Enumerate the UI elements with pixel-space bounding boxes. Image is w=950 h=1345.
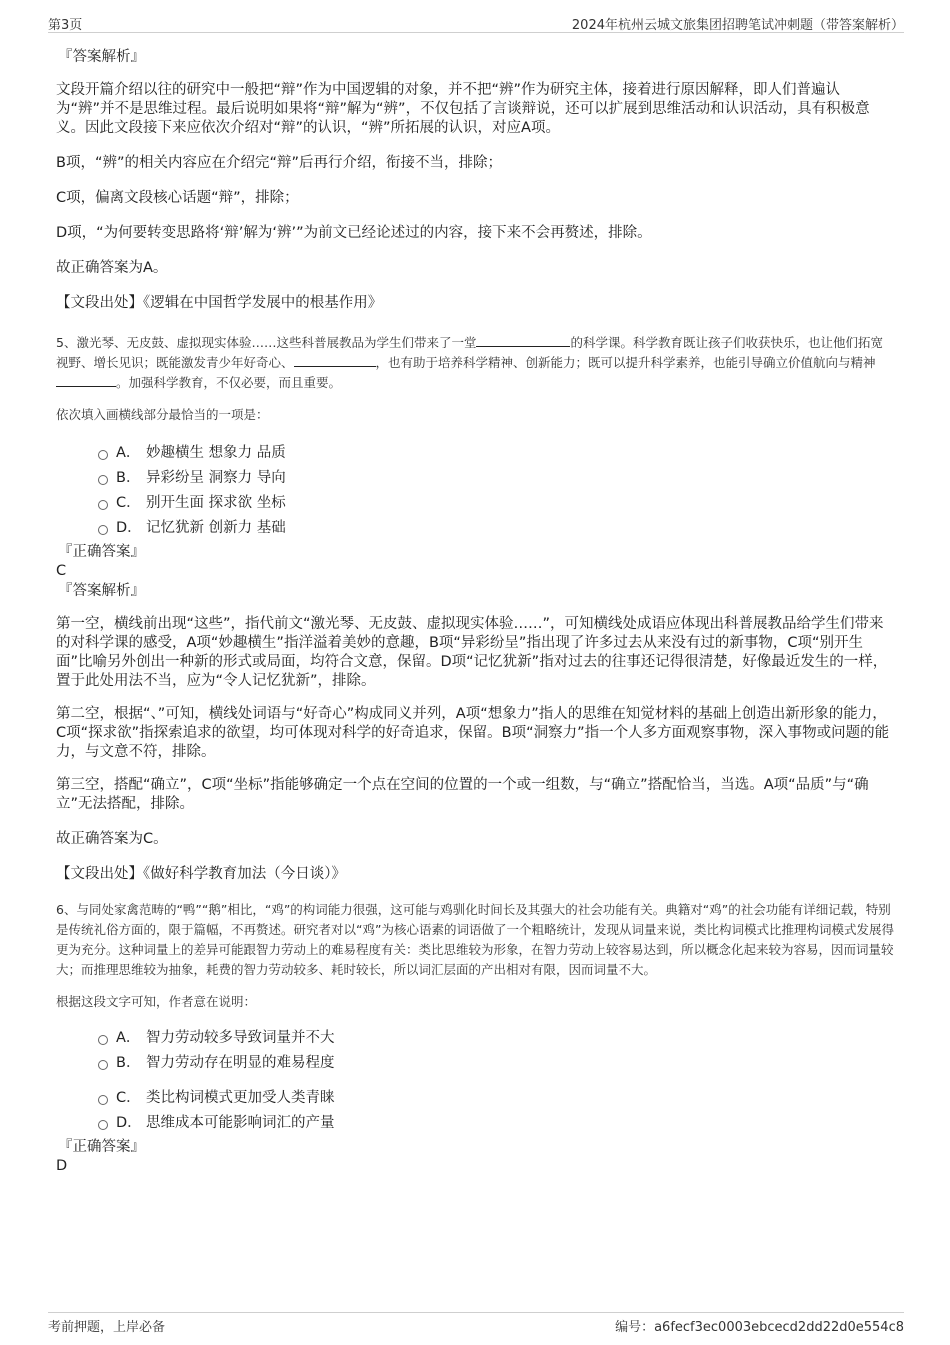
q6-option-b[interactable]: B． 智力劳动存在明显的难易程度 (56, 1051, 894, 1076)
q5-blank-3 (56, 373, 116, 387)
page-number: 第3页 (48, 18, 83, 33)
q6-options (56, 1026, 894, 1136)
q6-prompt: 根据这段文字可知，作者意在说明： (56, 994, 257, 1009)
q6-correct-label: 『正确答案』 (58, 1139, 145, 1155)
q5-analysis-label: 『答案解析』 (58, 583, 145, 599)
radio-button[interactable] (98, 1060, 108, 1070)
radio-button[interactable] (98, 1095, 108, 1105)
q5-analysis-para1: 第一空，横线前出现“这些”，指代前文“激光琴、无皮鼓、虚拟现实体验……”，可知横线处成语应体现出科普展教品给学生们带来的对科学课的感受，A项“妙趣横生”指洋溢着美妙的意趣，B项“异彩纷呈”指出现了许多过去从来没有过的新事物，C项“别开生面”比喻另外创出一种新的形式或局面，均符合文意，保留。D项“记忆犹新”指对过去的往事还记得很清楚，好像最近发生的一样，置于此处用法不当，应为“令人记忆犹新”，排除。 (56, 616, 888, 689)
q6-correct-answer: D (56, 1158, 68, 1174)
q5-option-a[interactable]: A． 妙趣横生 想象力 品质 (56, 441, 894, 466)
page-footer (48, 1312, 904, 1335)
q5-stem-part1: 5、激光琴、无皮鼓、虚拟现实体验……这些科普展教品为学生们带来了一堂 (56, 335, 477, 350)
q5-conclusion: 故正确答案为C。 (56, 831, 168, 847)
q5-stem-part3: ，也有助于培养科学精神、创新能力；既可以提升科学素养，也能引导确立价值航向与精神 (375, 355, 876, 370)
q5-prompt: 依次填入画横线部分最恰当的一项是： (56, 407, 269, 422)
document-serial: 编号：a6fecf3ec0003ebcecd2dd22d0e554c8 (615, 1320, 904, 1335)
q5-blank-1 (476, 333, 570, 347)
q4-source: 【文段出处】《逻辑在中国哲学发展中的根基作用》 (56, 295, 383, 311)
radio-button[interactable] (98, 475, 108, 485)
q6-option-a[interactable]: A． 智力劳动较多导致词量并不大 (56, 1026, 894, 1051)
q4-analysis-para1: 文段开篇介绍以往的研究中一般把“辩”作为中国逻辑的对象，并不把“辨”作为研究主体，接着进行原因解释，即人们普遍认为“辨”并不是思维过程。最后说明如果将“辩”解为“辨”，不仅包括了言谈辩说，还可以扩展到思维活动和认识活动，具有积极意义。因此文段接下来应依次介绍对“辩”的认识，“辨”所拓展的认识，对应A项。 (56, 82, 870, 136)
q5-correct-label: 『正确答案』 (58, 544, 145, 560)
q5-option-b[interactable]: B． 异彩纷呈 洞察力 导向 (56, 466, 894, 491)
radio-button[interactable] (98, 1120, 108, 1130)
q5-option-d[interactable]: D． 记忆犹新 创新力 基础 (56, 516, 894, 541)
radio-button[interactable] (98, 500, 108, 510)
q6-stem: 6、与同处家禽范畴的“鸭”“鹅”相比，“鸡”的构词能力很强，这可能与鸡驯化时间长及其强大的社会功能有关。典籍对“鸡”的社会功能有详细记载，特别是传统礼俗方面的，限于篇幅，不再赘述。研究者对以“鸡”为核心语素的词语做了一个粗略统计，发现从词量来说，类比构词模式比推理构词模式发展得更为充分。这种词量上的差异可能跟智力劳动上的难易程度有关：类比思维较为形象，在智力劳动上较容易达到，所以概念化起来较为容易，因而词量较大；而推理思维较为抽象，耗费的智力劳动较多、耗时较长，所以词汇层面的产出相对有限，因而词量不大。 (56, 902, 894, 977)
page-content (56, 44, 894, 1175)
q6-option-d[interactable]: D． 思维成本可能影响词汇的产量 (56, 1111, 894, 1136)
q5-analysis-para2: 第二空，根据“、”可知，横线处词语与“好奇心”构成同义并列，A项“想象力”指人的思维在知觉材料的基础上创造出新形象的能力，C项“探求欲”指探索追求的欲望，均可体现对科学的好奇追求，保留。B项“洞察力”指一个人多方面观察事物，深入事物或问题的能力，与文意不符，排除。 (56, 706, 890, 760)
q5-options (56, 441, 894, 541)
footer-slogan: 考前押题，上岸必备 (48, 1320, 166, 1335)
radio-button[interactable] (98, 450, 108, 460)
q5-stem-part4: 。加强科学教育，不仅必要，而且重要。 (116, 375, 342, 390)
q4-analysis-para2: B项，“辨”的相关内容应在介绍完“辩”后再行介绍，衔接不当，排除； (56, 155, 502, 171)
q6-option-c[interactable]: C． 类比构词模式更加受人类青睐 (56, 1086, 894, 1111)
document-title: 2024年杭州云城文旅集团招聘笔试冲刺题（带答案解析） (571, 18, 904, 33)
q4-analysis-label: 『答案解析』 (58, 49, 145, 65)
q5-option-c[interactable]: C． 别开生面 探求欲 坐标 (56, 491, 894, 516)
radio-button[interactable] (98, 525, 108, 535)
q4-conclusion: 故正确答案为A。 (56, 260, 168, 276)
radio-button[interactable] (98, 1035, 108, 1045)
q5-analysis-para3: 第三空，搭配“确立”，C项“坐标”指能够确定一个点在空间的位置的一个或一组数，与“确立”搭配恰当，当选。A项“品质”与“确立”无法搭配，排除。 (56, 777, 869, 812)
q5-correct-answer: C (56, 563, 67, 579)
q5-source: 【文段出处】《做好科学教育加法（今日谈）》 (56, 866, 346, 882)
q4-analysis-para4: D项，“为何要转变思路将‘辩’解为‘辨’”为前文已经论述过的内容，接下来不会再赘述，排除。 (56, 225, 652, 241)
page-header (48, 12, 904, 33)
q5-blank-2 (294, 353, 376, 367)
q5-stem (56, 333, 894, 393)
q4-analysis-para3: C项，偏离文段核心话题“辩”，排除； (56, 190, 299, 206)
q5-stem-part2: 的科学课。科学教育既让孩子们收获快乐，也让他们拓宽视野、增长见识；既能激发青少年好奇心、 (56, 335, 883, 370)
